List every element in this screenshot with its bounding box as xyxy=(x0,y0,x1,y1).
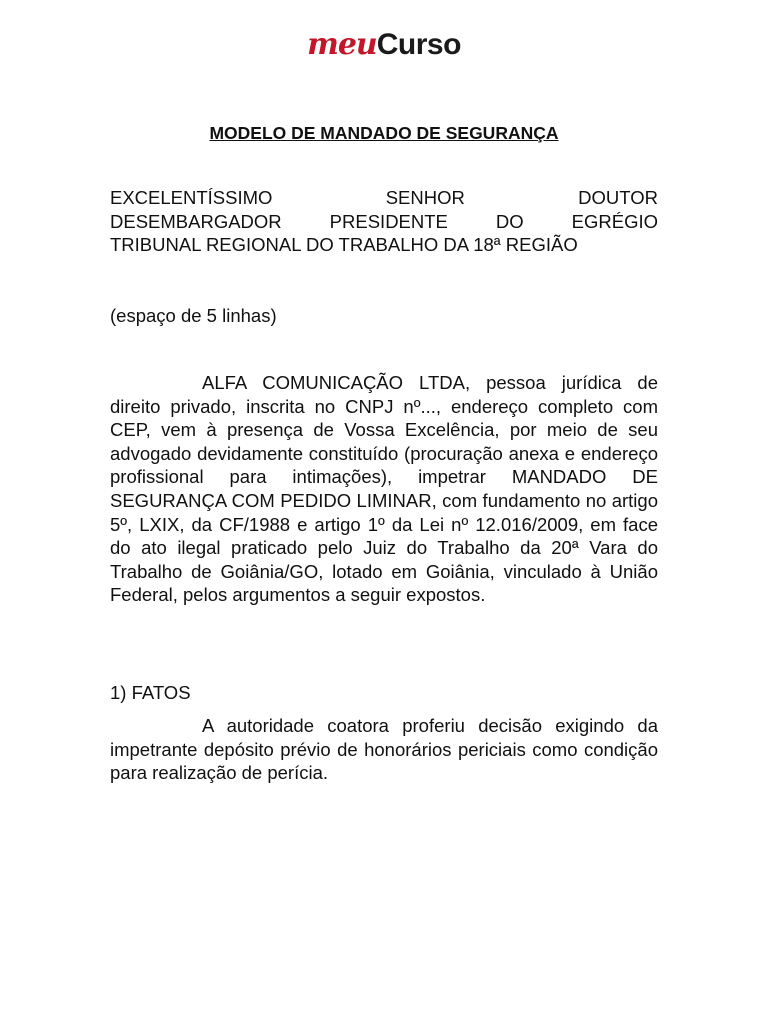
intro-paragraph: ALFA COMUNICAÇÃO LTDA, pessoa jurídica de direito privado, inscrita no CNPJ nº..., endereço completo com CEP, vem à presença de Vossa Excelência, por meio de seu advogado devidamente constituído (procuração anexa e endereço profissional para intimações), impetrar MANDADO DE SEGURANÇA COM PEDIDO LIMINAR, com fundamento no artigo 5º, LXIX, da CF/1988 e artigo 1º da Lei nº 12.016/2009, em face do ato ilegal praticado pelo Juiz do Trabalho da 20ª Vara do Trabalho de Goiânia/GO, lotado em Goiânia, vinculado à União Federal, pelos argumentos a seguir expostos. xyxy=(110,372,658,606)
addressee-line-3: TRIBUNAL REGIONAL DO TRABALHO DA 18ª REGIÃO xyxy=(110,234,578,256)
addressee-block xyxy=(110,186,658,257)
addressee-line-1: EXCELENTÍSSIMO SENHOR DOUTOR xyxy=(110,187,658,208)
logo-meu-text: meu xyxy=(307,27,377,62)
meucurso-logo xyxy=(0,27,768,62)
section-facts-heading: 1) FATOS xyxy=(110,682,191,703)
logo-curso-text: Curso xyxy=(376,28,461,61)
spacing-note: (espaço de 5 linhas) xyxy=(110,305,277,326)
section-facts-body: A autoridade coatora proferiu decisão exigindo da impetrante depósito prévio de honorários periciais como condição para realização de perícia. xyxy=(110,715,658,784)
document-title: MODELO DE MANDADO DE SEGURANÇA xyxy=(209,123,559,143)
addressee-line-2: DESEMBARGADOR PRESIDENTE DO EGRÉGIO xyxy=(110,210,658,232)
